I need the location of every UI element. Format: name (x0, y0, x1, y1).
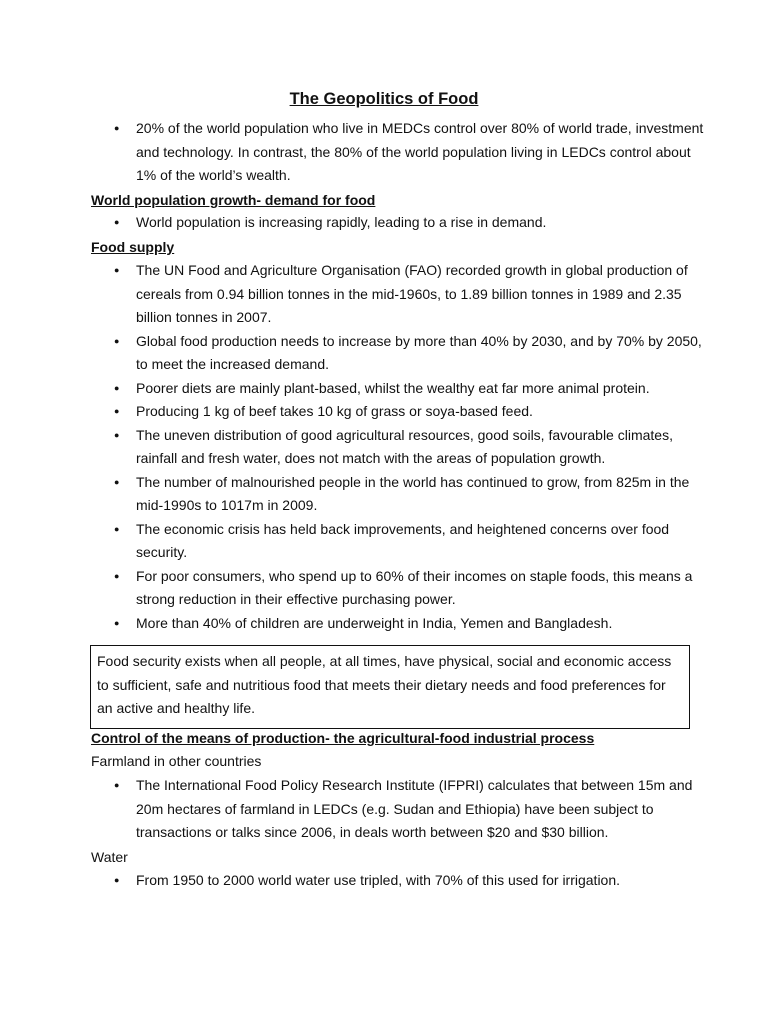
document-title: The Geopolitics of Food (289, 90, 479, 108)
subheading-water: Water (91, 849, 128, 865)
section-heading-control-of-production: Control of the means of production- the agricultural-food industrial process (91, 730, 595, 746)
food-supply-bullet-list (0, 259, 768, 635)
section-heading-population: World population growth- demand for food (91, 192, 376, 208)
intro-bullet-list (0, 117, 768, 188)
water-bullet-list (0, 869, 768, 893)
list-item: ● Poorer diets are mainly plant-based, whilst the wealthy eat far more animal protein. (0, 377, 768, 401)
list-item: ● From 1950 to 2000 world water use tripled, with 70% of this used for irrigation. (0, 869, 768, 893)
section-heading-food-supply: Food supply (91, 239, 175, 255)
list-item: ● The number of malnourished people in the world has continued to grow, from 825m in the mid-1990s to 1017m in 2009. (0, 471, 768, 518)
list-item: ● More than 40% of children are underweight in India, Yemen and Bangladesh. (0, 612, 768, 636)
farmland-bullet-list (0, 774, 768, 845)
list-item: ● The economic crisis has held back improvements, and heightened concerns over food security. (0, 518, 768, 565)
list-item: ● The International Food Policy Research Institute (IFPRI) calculates that between 15m and 20m hectares of farmland in LEDCs (e.g. Sudan and Ethiopia) have been subject to transactions or talks since 2006, in deals worth between $20 and $30 billion. (0, 774, 768, 845)
population-bullet-list (0, 211, 768, 235)
list-item: ● 20% of the world population who live in MEDCs control over 80% of world trade, investment and technology. In contrast, the 80% of the world population living in LEDCs control about 1% of the world’s wealth. (0, 117, 768, 188)
food-security-definition-box: Food security exists when all people, at all times, have physical, social and economic access to sufficient, safe and nutritious food that meets their dietary needs and food preferences for an active and healthy life. (90, 645, 690, 729)
subheading-farmland: Farmland in other countries (91, 753, 262, 769)
list-item: ● The UN Food and Agriculture Organisation (FAO) recorded growth in global production of cereals from 0.94 billion tonnes in the mid-1960s, to 1.89 billion tonnes in 1989 and 2.35 billion tonnes in 2007. (0, 259, 768, 330)
list-item: ● Global food production needs to increase by more than 40% by 2030, and by 70% by 2050, to meet the increased demand. (0, 330, 768, 377)
list-item: ● World population is increasing rapidly, leading to a rise in demand. (0, 211, 768, 235)
list-item: ● The uneven distribution of good agricultural resources, good soils, favourable climates, rainfall and fresh water, does not match with the areas of population growth. (0, 424, 768, 471)
list-item: ● Producing 1 kg of beef takes 10 kg of grass or soya-based feed. (0, 400, 768, 424)
list-item: ● For poor consumers, who spend up to 60% of their incomes on staple foods, this means a strong reduction in their effective purchasing power. (0, 565, 768, 612)
